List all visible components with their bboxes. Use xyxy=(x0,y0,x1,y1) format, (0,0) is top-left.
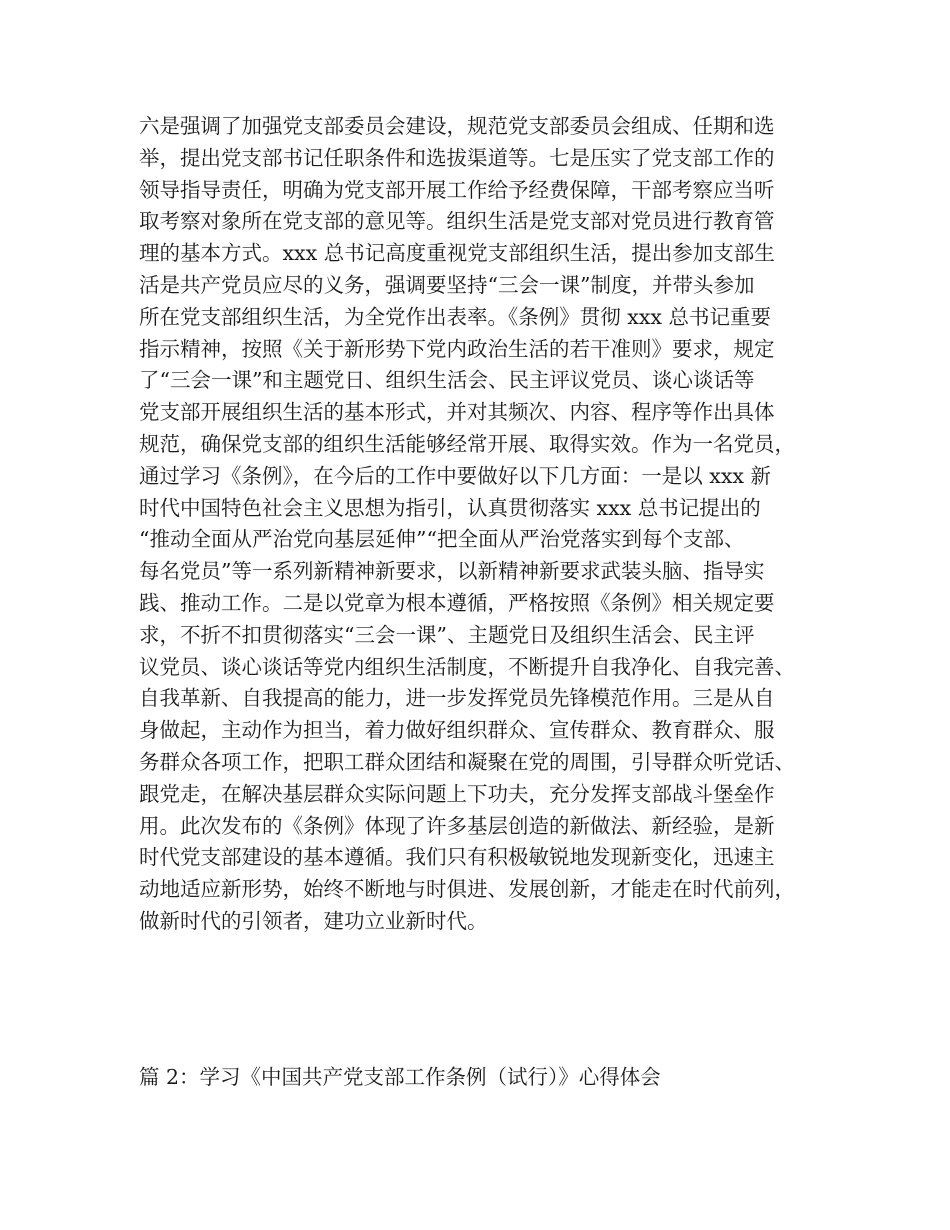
text-line: 求，不折不扣贯彻落实“三会一课”、主题党日及组织生活会、民主评 xyxy=(139,622,755,647)
text-line: 跟党走，在解决基层群众实际问题上下功夫，充分发挥支部战斗堡垒作 xyxy=(139,781,775,806)
text-line: 践、推动工作。二是以党章为根本遵循，严格按照《条例》相关规定要 xyxy=(139,590,775,615)
text-line: 议党员、谈心谈话等党内组织生活制度，不断提升自我净化、自我完善、 xyxy=(139,654,795,679)
text-line: 理的基本方式。xxx 总书记高度重视党支部组织生活，提出参加支部生 xyxy=(139,241,775,266)
section-heading: 篇 2：学习《中国共产党支部工作条例（试行）》心得体会 xyxy=(139,1065,661,1089)
text-line: 指示精神，按照《关于新形势下党内政治生活的若干准则》要求，规定 xyxy=(139,336,775,361)
text-line: 时代党支部建设的基本遵循。我们只有积极敏锐地发现新变化，迅速主 xyxy=(139,845,775,870)
text-line: 通过学习《条例》，在今后的工作中要做好以下几方面：一是以 xxx 新 xyxy=(139,463,771,488)
text-line: 身做起，主动作为担当，着力做好组织群众、宣传群众、教育群众、服 xyxy=(139,718,775,743)
text-line: 自我革新、自我提高的能力，进一步发挥党员先锋模范作用。三是从自 xyxy=(139,686,775,711)
text-line: 党支部开展组织生活的基本形式，并对其频次、内容、程序等作出具体 xyxy=(139,400,775,425)
text-line: “推动全面从严治党向基层延伸”“把全面从严治党落实到每个支部、 xyxy=(139,527,745,552)
text-line: 六是强调了加强党支部委员会建设，规范党支部委员会组成、任期和选 xyxy=(139,114,775,138)
body-text xyxy=(139,111,829,938)
text-line: 所在党支部组织生活，为全党作出表率。《条例》贯彻 xxx 总书记重要 xyxy=(139,304,771,329)
text-line: 做新时代的引领者，建功立业新时代。 xyxy=(139,908,488,933)
text-line: 动地适应新形势，始终不断地与时俱进、发展创新，才能走在时代前列， xyxy=(139,877,795,902)
text-line: 用。此次发布的《条例》体现了许多基层创造的新做法、新经验，是新 xyxy=(139,813,775,838)
text-line: 了“三会一课”和主题党日、组织生活会、民主评议党员、谈心谈话等 xyxy=(139,368,755,393)
text-line: 活是共产党员应尽的义务，强调要坚持“三会一课”制度，并带头参加 xyxy=(139,272,755,297)
text-line: 每名党员”等一系列新精神新要求，以新精神新要求武装头脑、指导实 xyxy=(139,559,765,584)
text-line: 领导指导责任，明确为党支部开展工作给予经费保障，干部考察应当听 xyxy=(139,177,775,202)
text-line: 规范，确保党支部的组织生活能够经常开展、取得实效。作为一名党员， xyxy=(139,431,795,456)
text-line: 取考察对象所在党支部的意见等。组织生活是党支部对党员进行教育管 xyxy=(139,209,775,234)
text-line: 时代中国特色社会主义思想为指引，认真贯彻落实 xxx 总书记提出的 xyxy=(139,495,761,520)
text-line: 务群众各项工作，把职工群众团结和凝聚在党的周围，引导群众听党话、 xyxy=(139,749,795,774)
text-line: 举，提出党支部书记任职条件和选拔渠道等。七是压实了党支部工作的 xyxy=(139,145,775,170)
